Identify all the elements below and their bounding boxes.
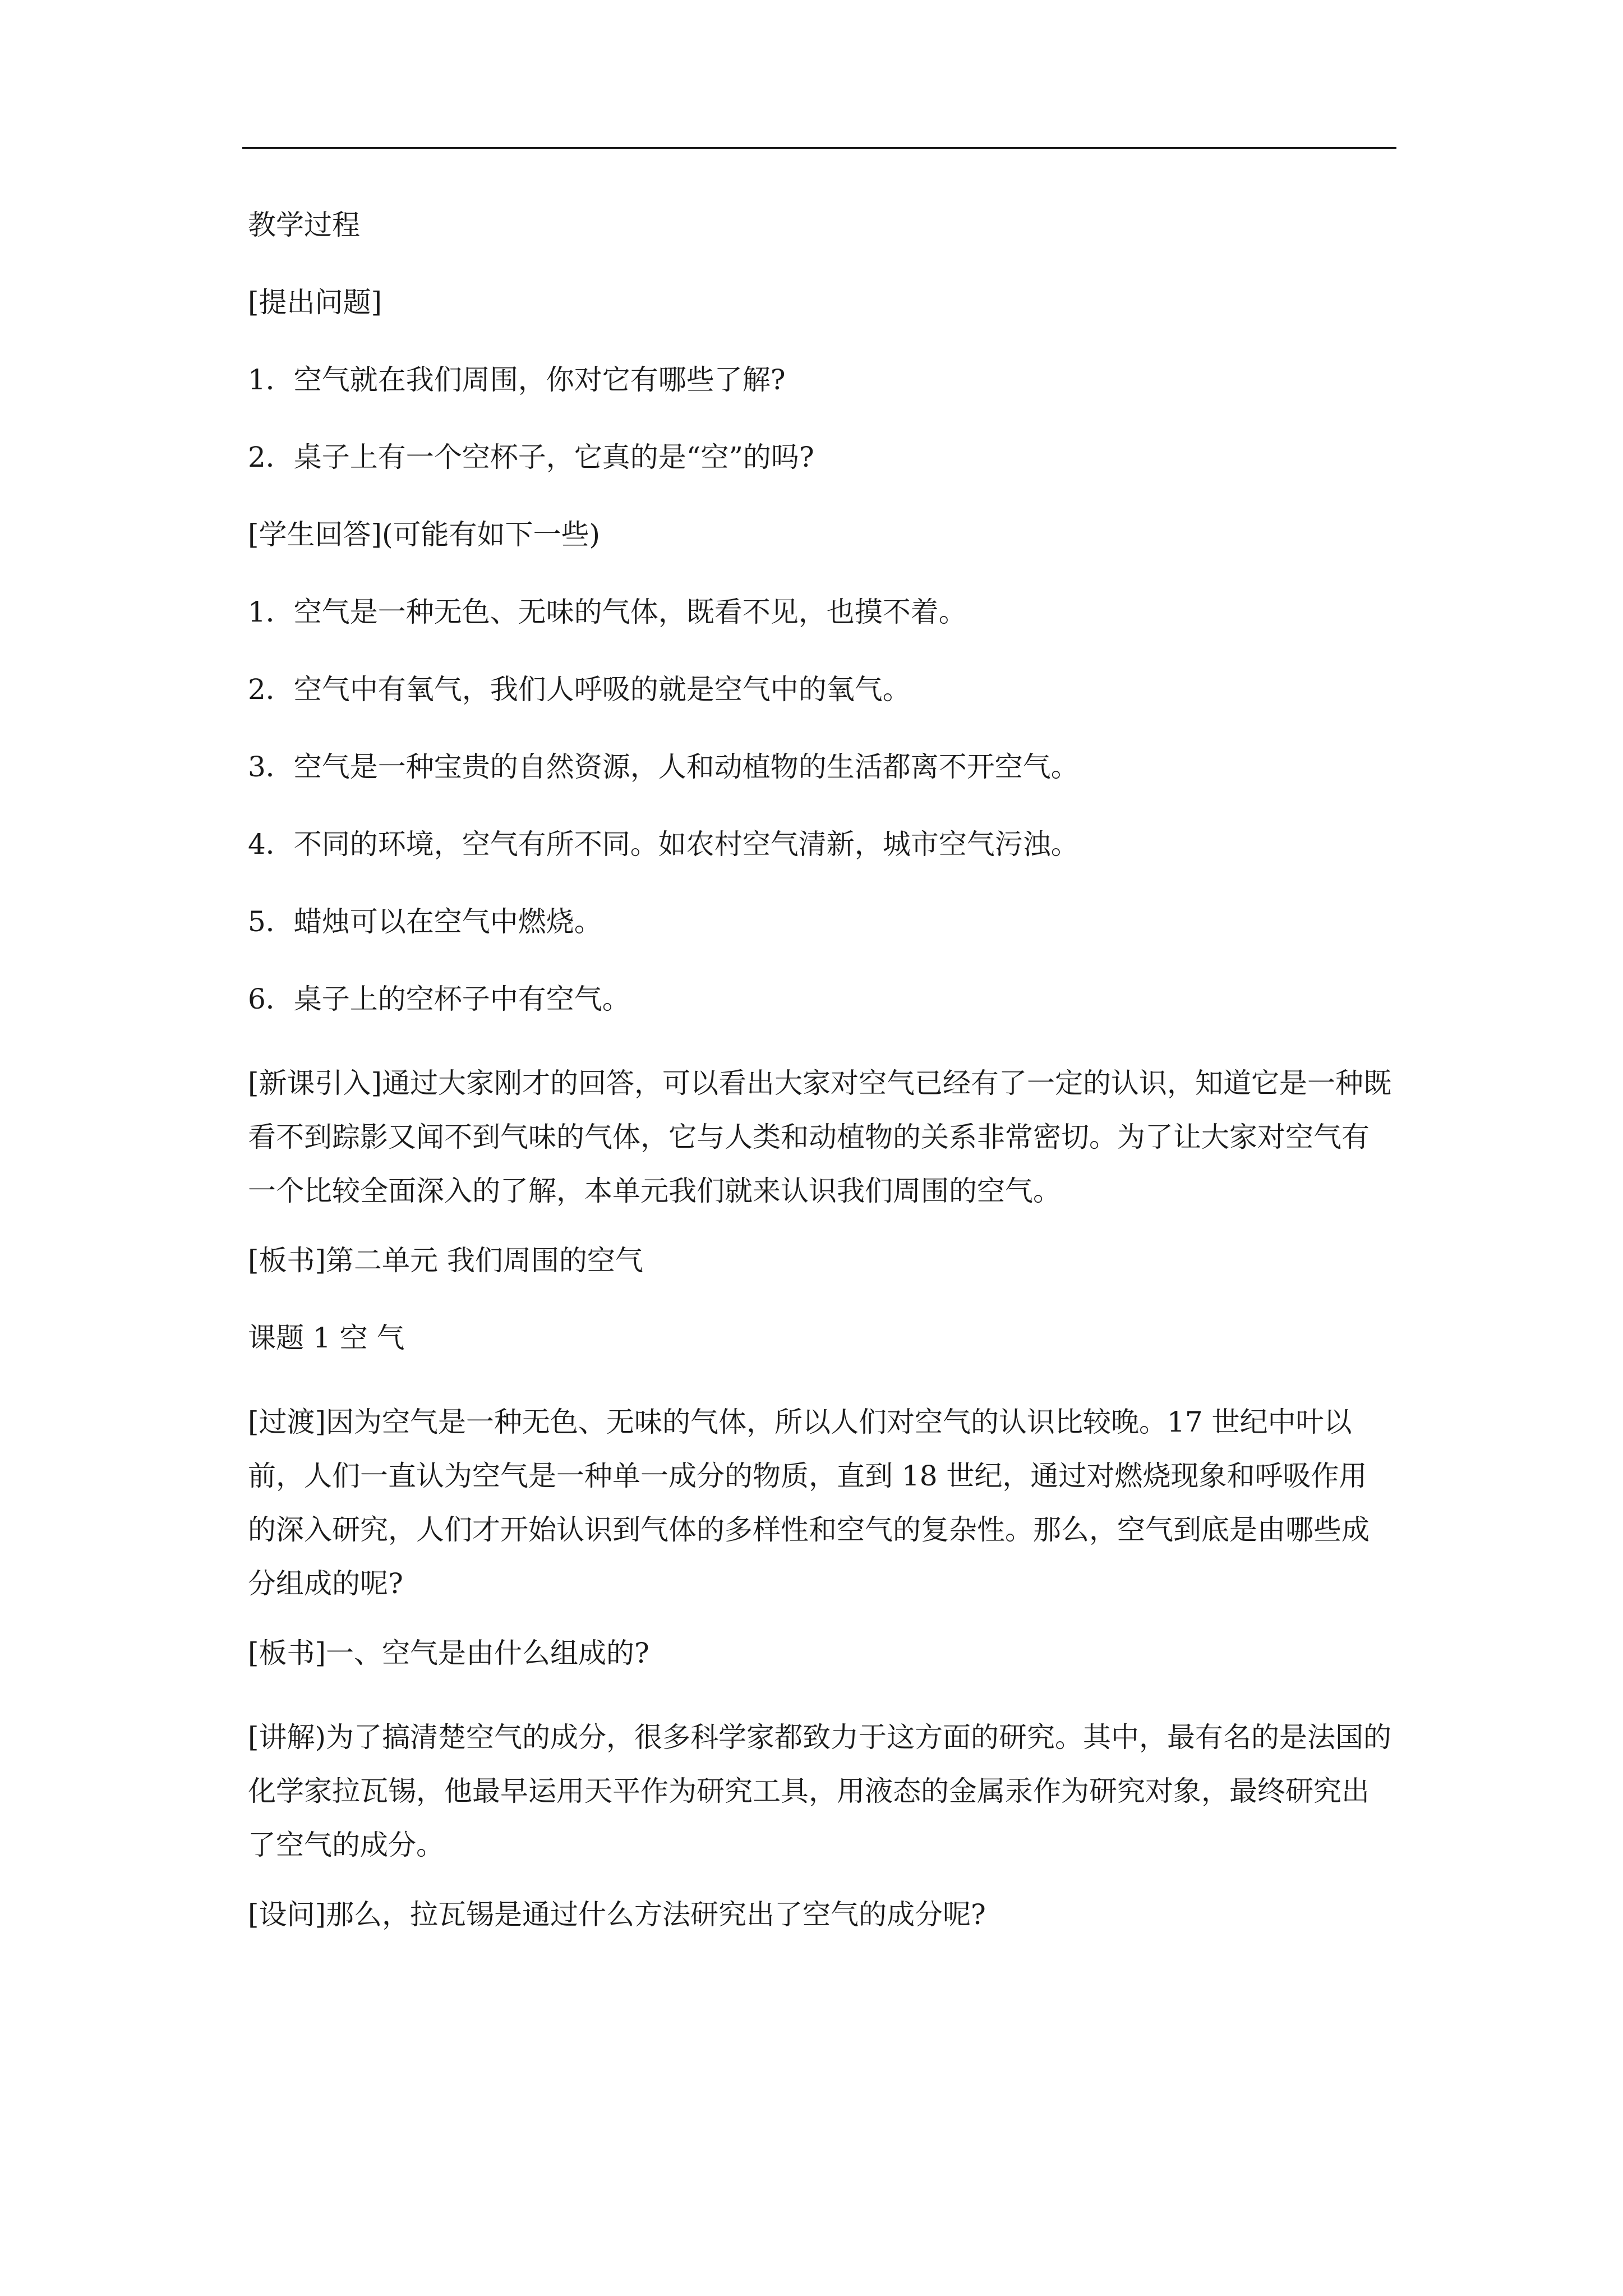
section-heading: 教学过程 <box>248 209 360 241</box>
paragraph-board-unit: [板书]第二单元 我们周围的空气 <box>248 1244 643 1277</box>
paragraph-explanation: [讲解)为了搞清楚空气的成分，很多科学家都致力于这方面的研究。其中，最有名的是法国的化学家拉瓦锡，他最早运用天平作为研究工具，用液态的金属汞作为研究对象，最终研究出了空气的成分。 <box>248 1721 1392 1861</box>
paragraph-student-answers: [学生回答](可能有如下一些) <box>248 518 601 551</box>
answer-item: 2．空气中有氧气，我们人呼吸的就是空气中的氧气。 <box>248 673 911 706</box>
answer-item: 1．空气是一种无色、无味的气体，既看不见，也摸不着。 <box>248 596 967 628</box>
question-item: 2．桌子上有一个空杯子，它真的是“空”的吗? <box>248 441 814 473</box>
answer-item: 6．桌子上的空杯子中有空气。 <box>248 983 630 1015</box>
paragraph-lesson-intro: [新课引入]通过大家刚才的回答，可以看出大家对空气已经有了一定的认识，知道它是一种既看不到踪影又闻不到气味的气体，它与人类和动植物的关系非常密切。为了让大家对空气有一个比较全面深入的了解，本单元我们就来认识我们周围的空气。 <box>248 1067 1392 1207</box>
paragraph-transition: [过渡]因为空气是一种无色、无味的气体，所以人们对空气的认识比较晚。17 世纪中叶以前，人们一直认为空气是一种单一成分的物质，直到 18 世纪，通过对燃烧现象和呼吸作用的深入研究，人们才开始认识到气体的多样性和空气的复杂性。那么，空气到底是由哪些成分组成的呢? <box>248 1406 1370 1600</box>
paragraph-board-composition: [板书]一、空气是由什么组成的? <box>248 1637 649 1669</box>
paragraph-question-method: [设问]那么，拉瓦锡是通过什么方法研究出了空气的成分呢? <box>248 1898 986 1931</box>
paragraph-ask-question: [提出问题] <box>248 286 382 319</box>
header-rule <box>242 147 1396 149</box>
answer-item: 5．蜡烛可以在空气中燃烧。 <box>248 905 602 938</box>
paragraph-topic-title: 课题 1 空 气 <box>248 1322 405 1354</box>
answer-item: 4．不同的环境，空气有所不同。如农村空气清新，城市空气污浊。 <box>248 828 1079 861</box>
question-item: 1．空气就在我们周围，你对它有哪些了解? <box>248 364 786 396</box>
answer-item: 3．空气是一种宝贵的自然资源，人和动植物的生活都离不开空气。 <box>248 751 1079 783</box>
document-body <box>248 205 1392 1935</box>
